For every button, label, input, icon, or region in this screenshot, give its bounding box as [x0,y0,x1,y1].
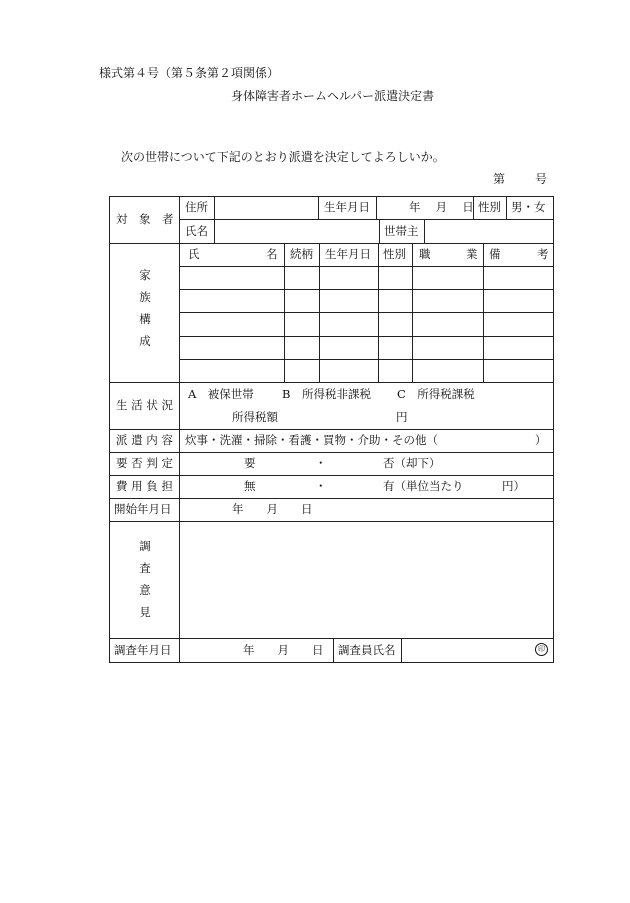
judgement-dot: ・ [315,456,327,470]
seal-mark: 印 [535,643,548,656]
survey-date-label: 調査年月日 [114,643,172,657]
judgement-no: 否（却下） [383,456,441,470]
cost-unit: 円） [502,479,525,493]
cost-some: 有（単位当たり [383,479,464,493]
living-label: 生 活 状 況 [116,398,173,412]
sex-value: 男・女 [511,200,546,214]
family-col-job-1: 職 [419,247,431,261]
family-label: 家 族 構 成 [139,268,151,348]
living-option-a: A 被保世帯 [188,387,254,401]
intro-text: 次の世帯について下記のとおり派遣を決定してよろしいか。 [121,150,445,164]
form-number-label: 様式第４号（第５条第２項関係） [99,66,280,80]
address-label: 住所 [185,200,208,214]
family-col-name-2: 名 [266,247,278,261]
cost-dot: ・ [315,479,327,493]
dispatch-close: ） [535,433,547,447]
income-tax-unit: 円 [396,410,408,424]
dispatch-label: 派 遣 内 容 [116,433,173,447]
family-col-relation: 続柄 [290,247,313,261]
family-col-name-1: 氏 [188,247,200,261]
survey-date-value: 年 月 日 [243,643,324,657]
birthdate-label: 生年月日 [324,200,370,214]
surveyor-name-label: 調査員氏名 [338,643,396,657]
cost-none: 無 [244,479,256,493]
family-col-note-2: 考 [537,247,549,261]
household-head-label: 世帯主 [384,224,419,238]
doc-no-dai: 第 [493,172,506,186]
family-col-job-2: 業 [466,247,478,261]
start-date-label: 開始年月日 [114,502,172,516]
judgement-yes: 要 [244,456,256,470]
family-col-sex: 性別 [383,247,406,261]
living-option-b: B 所得税非課税 [282,387,371,401]
dispatch-content: 炊事・洗濯・掃除・看護・買物・介助・その他（ [185,433,438,447]
income-tax-label: 所得税額 [232,410,278,424]
sex-label: 性別 [478,200,501,214]
doc-no-go: 号 [535,172,548,186]
family-col-birth: 生年月日 [325,247,371,261]
subject-label: 対 象 者 [116,212,174,226]
opinion-label: 調 査 意 見 [139,539,151,619]
family-col-note-1: 備 [489,247,501,261]
birthdate-value: 年 月 日 [409,200,474,214]
living-option-c: C 所得税課税 [397,387,475,401]
judgement-label: 要 否 判 定 [116,456,173,470]
document-title: 身体障害者ホームヘルパー派遣決定書 [231,89,435,103]
start-date-value: 年 月 日 [232,502,313,516]
name-label: 氏名 [185,224,208,238]
cost-label: 費 用 負 担 [116,479,173,493]
